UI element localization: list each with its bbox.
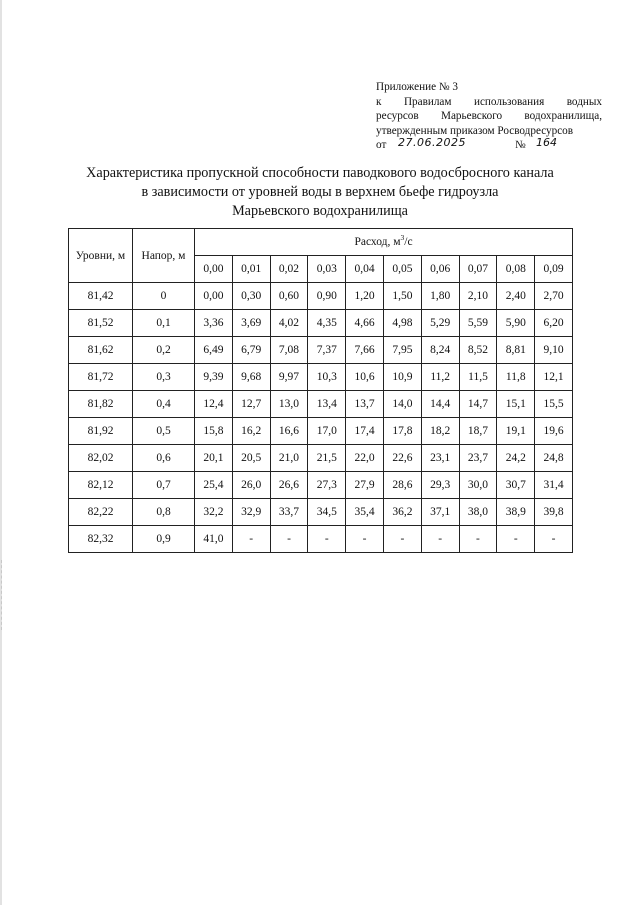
flow-value-cell: 26,6	[270, 472, 308, 499]
flow-value-cell: 0,00	[195, 283, 233, 310]
flow-value-cell: 9,68	[232, 364, 270, 391]
flow-value-cell: 36,2	[383, 499, 421, 526]
header-levels: Уровни, м	[69, 229, 133, 283]
head-cell: 0,9	[133, 526, 195, 553]
flow-value-cell: 19,6	[535, 418, 573, 445]
head-cell: 0,7	[133, 472, 195, 499]
flow-value-cell: 5,90	[497, 310, 535, 337]
flow-value-cell: -	[459, 526, 497, 553]
flow-value-cell: 4,66	[346, 310, 384, 337]
flow-value-cell: 30,7	[497, 472, 535, 499]
flow-value-cell: 8,24	[421, 337, 459, 364]
appendix-header	[376, 80, 602, 153]
sub-header-cell: 0,04	[346, 256, 384, 283]
flow-value-cell: -	[497, 526, 535, 553]
flow-value-cell: 21,0	[270, 445, 308, 472]
flow-value-cell: 15,5	[535, 391, 573, 418]
handwritten-number: 164	[536, 136, 557, 150]
sub-header-cell: 0,03	[308, 256, 346, 283]
flow-value-cell: 7,95	[383, 337, 421, 364]
flow-value-cell: 27,3	[308, 472, 346, 499]
header-flow-suffix: /с	[404, 236, 413, 248]
flow-value-cell: 3,36	[195, 310, 233, 337]
head-cell: 0,2	[133, 337, 195, 364]
flow-value-cell: 22,6	[383, 445, 421, 472]
table-row	[69, 364, 573, 391]
flow-value-cell: 18,7	[459, 418, 497, 445]
head-cell: 0,3	[133, 364, 195, 391]
flow-value-cell: 34,5	[308, 499, 346, 526]
level-cell: 81,82	[69, 391, 133, 418]
flow-value-cell: 19,1	[497, 418, 535, 445]
flow-value-cell: 4,98	[383, 310, 421, 337]
flow-value-cell: 15,1	[497, 391, 535, 418]
flow-value-cell: 22,0	[346, 445, 384, 472]
flow-value-cell: 35,4	[346, 499, 384, 526]
table-row	[69, 337, 573, 364]
sub-header-cell: 0,06	[421, 256, 459, 283]
flow-value-cell: 14,0	[383, 391, 421, 418]
flow-value-cell: 2,70	[535, 283, 573, 310]
table-row	[69, 445, 573, 472]
flow-value-cell: 13,4	[308, 391, 346, 418]
sub-header-cell: 0,05	[383, 256, 421, 283]
flow-value-cell: 3,69	[232, 310, 270, 337]
sub-header-cell: 0,09	[535, 256, 573, 283]
table-row	[69, 391, 573, 418]
flow-value-cell: 23,1	[421, 445, 459, 472]
title-line: Марьевского водохранилища	[232, 203, 408, 219]
flow-value-cell: -	[421, 526, 459, 553]
flow-value-cell: 11,8	[497, 364, 535, 391]
flow-value-cell: 4,35	[308, 310, 346, 337]
level-cell: 81,52	[69, 310, 133, 337]
flow-value-cell: -	[232, 526, 270, 553]
date-prefix: от	[376, 139, 387, 152]
flow-value-cell: 16,2	[232, 418, 270, 445]
flow-value-cell: 14,7	[459, 391, 497, 418]
flow-value-cell: 23,7	[459, 445, 497, 472]
header-flow-sup: 3	[400, 233, 405, 243]
flow-value-cell: 17,4	[346, 418, 384, 445]
level-cell: 82,32	[69, 526, 133, 553]
flow-value-cell: 2,10	[459, 283, 497, 310]
flow-value-cell: -	[308, 526, 346, 553]
header-flow-label: Расход, м	[354, 236, 401, 248]
level-cell: 81,92	[69, 418, 133, 445]
flow-value-cell: 8,52	[459, 337, 497, 364]
flow-value-cell: 0,30	[232, 283, 270, 310]
flow-value-cell: 28,6	[383, 472, 421, 499]
sub-header-cell: 0,00	[195, 256, 233, 283]
flow-value-cell: 17,0	[308, 418, 346, 445]
title-line: в зависимости от уровней воды в верхнем бьефе гидроузла	[141, 184, 499, 200]
flow-value-cell: 39,8	[535, 499, 573, 526]
sub-header-cell: 0,01	[232, 256, 270, 283]
flow-value-cell: 4,02	[270, 310, 308, 337]
sub-header-cell: 0,08	[497, 256, 535, 283]
appendix-line: ресурсов Марьевского водохранилища,	[376, 110, 602, 123]
flow-value-cell: 14,4	[421, 391, 459, 418]
appendix-title: Приложение № 3	[376, 81, 458, 93]
sub-header-cell: 0,02	[270, 256, 308, 283]
flow-value-cell: 6,20	[535, 310, 573, 337]
level-cell: 82,02	[69, 445, 133, 472]
head-cell: 0,8	[133, 499, 195, 526]
flow-value-cell: -	[535, 526, 573, 553]
head-cell: 0,5	[133, 418, 195, 445]
document-title	[70, 164, 570, 221]
flow-value-cell: 1,20	[346, 283, 384, 310]
flow-value-cell: 25,4	[195, 472, 233, 499]
scan-edge-marks	[1, 560, 4, 630]
flow-value-cell: 2,40	[497, 283, 535, 310]
table-row	[69, 499, 573, 526]
order-date-number	[376, 138, 602, 153]
title-line: Характеристика пропускной способности паводкового водосбросного канала	[86, 165, 554, 181]
flow-value-cell: 16,6	[270, 418, 308, 445]
flow-value-cell: 27,9	[346, 472, 384, 499]
appendix-line: утвержденным приказом Росводресурсов	[376, 124, 574, 137]
flow-value-cell: 24,2	[497, 445, 535, 472]
flow-value-cell: 33,7	[270, 499, 308, 526]
table-row	[69, 283, 573, 310]
flow-value-cell: 9,10	[535, 337, 573, 364]
handwritten-date: 27.06.2025	[398, 136, 466, 150]
header-head: Напор, м	[133, 229, 195, 283]
flow-value-cell: 17,8	[383, 418, 421, 445]
level-cell: 81,42	[69, 283, 133, 310]
flow-value-cell: 12,7	[232, 391, 270, 418]
header-flow	[195, 229, 573, 256]
flow-value-cell: 41,0	[195, 526, 233, 553]
table-row	[69, 472, 573, 499]
flow-value-cell: 12,4	[195, 391, 233, 418]
flow-value-cell: 5,29	[421, 310, 459, 337]
flow-value-cell: 7,37	[308, 337, 346, 364]
head-cell: 0	[133, 283, 195, 310]
flow-value-cell: 18,2	[421, 418, 459, 445]
table-row	[69, 310, 573, 337]
flow-value-cell: 7,08	[270, 337, 308, 364]
table-row	[69, 526, 573, 553]
flow-value-cell: 32,9	[232, 499, 270, 526]
head-cell: 0,1	[133, 310, 195, 337]
flow-value-cell: 26,0	[232, 472, 270, 499]
level-cell: 82,12	[69, 472, 133, 499]
flow-value-cell: 20,1	[195, 445, 233, 472]
flow-value-cell: 30,0	[459, 472, 497, 499]
flow-value-cell: 1,80	[421, 283, 459, 310]
flow-value-cell: 24,8	[535, 445, 573, 472]
flow-value-cell: 12,1	[535, 364, 573, 391]
flow-value-cell: 11,5	[459, 364, 497, 391]
flow-value-cell: 20,5	[232, 445, 270, 472]
flow-value-cell: 38,9	[497, 499, 535, 526]
flow-value-cell: 29,3	[421, 472, 459, 499]
head-cell: 0,6	[133, 445, 195, 472]
flow-value-cell: 1,50	[383, 283, 421, 310]
flow-value-cell: 5,59	[459, 310, 497, 337]
flow-value-cell: 38,0	[459, 499, 497, 526]
flow-value-cell: 10,9	[383, 364, 421, 391]
sub-header-cell: 0,07	[459, 256, 497, 283]
level-cell: 81,72	[69, 364, 133, 391]
flow-value-cell: 8,81	[497, 337, 535, 364]
flow-value-cell: 9,39	[195, 364, 233, 391]
flow-value-cell: 7,66	[346, 337, 384, 364]
flow-value-cell: 31,4	[535, 472, 573, 499]
flow-value-cell: -	[346, 526, 384, 553]
flow-value-cell: 10,6	[346, 364, 384, 391]
flow-value-cell: 32,2	[195, 499, 233, 526]
flow-value-cell: 13,7	[346, 391, 384, 418]
head-cell: 0,4	[133, 391, 195, 418]
flow-value-cell: 9,97	[270, 364, 308, 391]
table-row	[69, 418, 573, 445]
flow-value-cell: -	[270, 526, 308, 553]
flow-value-cell: 6,49	[195, 337, 233, 364]
flow-value-cell: 37,1	[421, 499, 459, 526]
flow-value-cell: 13,0	[270, 391, 308, 418]
flow-value-cell: -	[383, 526, 421, 553]
flow-value-cell: 11,2	[421, 364, 459, 391]
flow-value-cell: 21,5	[308, 445, 346, 472]
page-edge	[0, 0, 2, 905]
flow-capacity-table	[68, 228, 573, 553]
level-cell: 81,62	[69, 337, 133, 364]
level-cell: 82,22	[69, 499, 133, 526]
number-prefix: №	[515, 139, 526, 152]
flow-value-cell: 0,90	[308, 283, 346, 310]
flow-value-cell: 15,8	[195, 418, 233, 445]
flow-value-cell: 0,60	[270, 283, 308, 310]
flow-value-cell: 6,79	[232, 337, 270, 364]
table-body	[69, 283, 573, 553]
appendix-line: к Правилам использования водных	[376, 95, 602, 108]
flow-value-cell: 10,3	[308, 364, 346, 391]
